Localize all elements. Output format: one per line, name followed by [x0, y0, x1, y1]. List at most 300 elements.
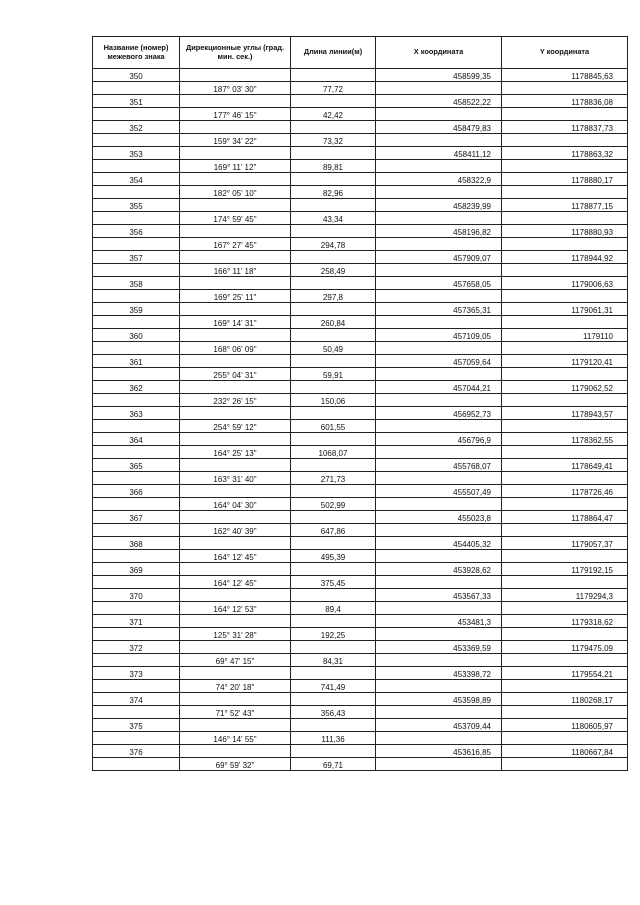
empty-cell	[502, 706, 628, 719]
segment-row	[93, 446, 628, 459]
empty-cell	[502, 238, 628, 251]
empty-cell	[291, 745, 376, 758]
empty-cell	[93, 706, 180, 719]
point-name: 356	[93, 225, 180, 238]
empty-cell	[291, 381, 376, 394]
x-coordinate: 455768,07	[376, 459, 502, 472]
point-row	[93, 589, 628, 602]
empty-cell	[291, 199, 376, 212]
empty-cell	[502, 602, 628, 615]
direction-angle: 254° 59' 12"	[180, 420, 291, 433]
empty-cell	[376, 472, 502, 485]
empty-cell	[376, 290, 502, 303]
empty-cell	[93, 186, 180, 199]
empty-cell	[376, 628, 502, 641]
empty-cell	[180, 511, 291, 524]
x-coordinate: 455507,49	[376, 485, 502, 498]
line-length: 89,4	[291, 602, 376, 615]
point-name: 370	[93, 589, 180, 602]
empty-cell	[180, 589, 291, 602]
empty-cell	[376, 134, 502, 147]
empty-cell	[93, 368, 180, 381]
point-row	[93, 173, 628, 186]
line-length: 502,99	[291, 498, 376, 511]
y-coordinate: 1178837,73	[502, 121, 628, 134]
line-length: 84,31	[291, 654, 376, 667]
line-length: 150,06	[291, 394, 376, 407]
empty-cell	[291, 147, 376, 160]
point-row	[93, 225, 628, 238]
point-name: 354	[93, 173, 180, 186]
line-length: 42,42	[291, 108, 376, 121]
x-coordinate: 457909,07	[376, 251, 502, 264]
line-length: 59,91	[291, 368, 376, 381]
empty-cell	[291, 485, 376, 498]
y-coordinate: 1179057,37	[502, 537, 628, 550]
empty-cell	[93, 342, 180, 355]
empty-cell	[291, 537, 376, 550]
y-coordinate: 1178877,15	[502, 199, 628, 212]
point-name: 371	[93, 615, 180, 628]
segment-row	[93, 628, 628, 641]
direction-angle: 69° 59' 32"	[180, 758, 291, 771]
y-coordinate: 1180605,97	[502, 719, 628, 732]
point-row	[93, 199, 628, 212]
direction-angle: 164° 12' 45"	[180, 550, 291, 563]
line-length: 356,43	[291, 706, 376, 719]
point-row	[93, 95, 628, 108]
point-row	[93, 719, 628, 732]
line-length: 375,45	[291, 576, 376, 589]
empty-cell	[93, 290, 180, 303]
direction-angle: 174° 59' 45"	[180, 212, 291, 225]
empty-cell	[291, 329, 376, 342]
y-coordinate: 1180268,17	[502, 693, 628, 706]
empty-cell	[93, 680, 180, 693]
table-header-row	[93, 37, 628, 69]
empty-cell	[93, 264, 180, 277]
empty-cell	[376, 654, 502, 667]
y-coordinate: 1179475,09	[502, 641, 628, 654]
empty-cell	[93, 316, 180, 329]
empty-cell	[376, 420, 502, 433]
segment-row	[93, 680, 628, 693]
empty-cell	[376, 394, 502, 407]
empty-cell	[180, 667, 291, 680]
empty-cell	[93, 550, 180, 563]
empty-cell	[502, 524, 628, 537]
point-row	[93, 303, 628, 316]
point-name: 358	[93, 277, 180, 290]
segment-row	[93, 420, 628, 433]
point-name: 375	[93, 719, 180, 732]
empty-cell	[502, 342, 628, 355]
empty-cell	[291, 69, 376, 82]
x-coordinate: 458322,9	[376, 173, 502, 186]
direction-angle: 164° 12' 45"	[180, 576, 291, 589]
direction-angle: 164° 04' 30"	[180, 498, 291, 511]
empty-cell	[502, 394, 628, 407]
empty-cell	[93, 108, 180, 121]
empty-cell	[180, 147, 291, 160]
direction-angle: 169° 14' 31"	[180, 316, 291, 329]
empty-cell	[376, 212, 502, 225]
y-coordinate: 1179120,41	[502, 355, 628, 368]
empty-cell	[291, 589, 376, 602]
empty-cell	[93, 446, 180, 459]
y-coordinate: 1179554,21	[502, 667, 628, 680]
empty-cell	[291, 511, 376, 524]
segment-row	[93, 550, 628, 563]
point-name: 351	[93, 95, 180, 108]
empty-cell	[502, 186, 628, 199]
empty-cell	[376, 264, 502, 277]
segment-row	[93, 472, 628, 485]
empty-cell	[291, 615, 376, 628]
empty-cell	[502, 446, 628, 459]
empty-cell	[93, 602, 180, 615]
segment-row	[93, 264, 628, 277]
empty-cell	[502, 134, 628, 147]
empty-cell	[376, 576, 502, 589]
empty-cell	[180, 121, 291, 134]
segment-row	[93, 498, 628, 511]
empty-cell	[180, 95, 291, 108]
direction-angle: 162° 40' 39"	[180, 524, 291, 537]
empty-cell	[180, 459, 291, 472]
x-coordinate: 453369,59	[376, 641, 502, 654]
empty-cell	[93, 498, 180, 511]
empty-cell	[502, 680, 628, 693]
segment-row	[93, 602, 628, 615]
line-length: 111,36	[291, 732, 376, 745]
empty-cell	[502, 576, 628, 589]
x-coordinate: 458239,99	[376, 199, 502, 212]
empty-cell	[93, 758, 180, 771]
line-length: 601,55	[291, 420, 376, 433]
empty-cell	[180, 433, 291, 446]
point-name: 357	[93, 251, 180, 264]
x-coordinate: 457109,05	[376, 329, 502, 342]
segment-row	[93, 524, 628, 537]
x-coordinate: 457044,21	[376, 381, 502, 394]
line-length: 77,72	[291, 82, 376, 95]
empty-cell	[376, 550, 502, 563]
empty-cell	[291, 173, 376, 186]
empty-cell	[93, 394, 180, 407]
x-coordinate: 456952,73	[376, 407, 502, 420]
point-row	[93, 459, 628, 472]
x-coordinate: 457658,05	[376, 277, 502, 290]
point-row	[93, 667, 628, 680]
direction-angle: 168° 06' 09"	[180, 342, 291, 355]
x-coordinate: 453567,33	[376, 589, 502, 602]
empty-cell	[93, 160, 180, 173]
point-name: 365	[93, 459, 180, 472]
line-length: 69,71	[291, 758, 376, 771]
y-coordinate: 1179192,15	[502, 563, 628, 576]
empty-cell	[93, 420, 180, 433]
segment-row	[93, 134, 628, 147]
empty-cell	[502, 758, 628, 771]
empty-cell	[180, 485, 291, 498]
segment-row	[93, 342, 628, 355]
point-name: 367	[93, 511, 180, 524]
direction-angle: 146° 14' 55"	[180, 732, 291, 745]
line-length: 495,39	[291, 550, 376, 563]
direction-angle: 169° 25' 11"	[180, 290, 291, 303]
direction-angle: 163° 31' 40"	[180, 472, 291, 485]
empty-cell	[180, 69, 291, 82]
empty-cell	[180, 303, 291, 316]
direction-angle: 177° 46' 15"	[180, 108, 291, 121]
point-name: 355	[93, 199, 180, 212]
point-name: 364	[93, 433, 180, 446]
y-coordinate: 1180667,84	[502, 745, 628, 758]
empty-cell	[376, 342, 502, 355]
y-coordinate: 1179110	[502, 329, 628, 342]
direction-angle: 69° 47' 15"	[180, 654, 291, 667]
empty-cell	[180, 251, 291, 264]
y-coordinate: 1179318,62	[502, 615, 628, 628]
point-row	[93, 277, 628, 290]
empty-cell	[93, 576, 180, 589]
empty-cell	[376, 680, 502, 693]
x-coordinate: 453598,89	[376, 693, 502, 706]
point-name: 373	[93, 667, 180, 680]
empty-cell	[502, 654, 628, 667]
point-name: 369	[93, 563, 180, 576]
direction-angle: 255° 04' 31"	[180, 368, 291, 381]
empty-cell	[291, 225, 376, 238]
line-length: 50,49	[291, 342, 376, 355]
point-name: 352	[93, 121, 180, 134]
point-name: 372	[93, 641, 180, 654]
y-coordinate: 1178943,57	[502, 407, 628, 420]
empty-cell	[376, 82, 502, 95]
empty-cell	[93, 628, 180, 641]
line-length: 73,32	[291, 134, 376, 147]
x-coordinate: 455023,8	[376, 511, 502, 524]
y-coordinate: 1178845,63	[502, 69, 628, 82]
empty-cell	[180, 641, 291, 654]
point-row	[93, 615, 628, 628]
header-y-coordinate: Y координата	[502, 37, 628, 69]
empty-cell	[180, 381, 291, 394]
empty-cell	[376, 498, 502, 511]
x-coordinate: 453928,62	[376, 563, 502, 576]
segment-row	[93, 758, 628, 771]
segment-row	[93, 82, 628, 95]
point-name: 359	[93, 303, 180, 316]
y-coordinate: 1178863,32	[502, 147, 628, 160]
y-coordinate: 1178649,41	[502, 459, 628, 472]
point-name: 366	[93, 485, 180, 498]
y-coordinate: 1178726,46	[502, 485, 628, 498]
point-row	[93, 147, 628, 160]
x-coordinate: 458599,35	[376, 69, 502, 82]
line-length: 89,81	[291, 160, 376, 173]
point-row	[93, 433, 628, 446]
x-coordinate: 453481,3	[376, 615, 502, 628]
empty-cell	[180, 199, 291, 212]
empty-cell	[93, 524, 180, 537]
line-length: 741,49	[291, 680, 376, 693]
empty-cell	[291, 459, 376, 472]
direction-angle: 187° 03' 30"	[180, 82, 291, 95]
empty-cell	[180, 355, 291, 368]
segment-row	[93, 186, 628, 199]
empty-cell	[93, 472, 180, 485]
empty-cell	[376, 108, 502, 121]
direction-angle: 164° 25' 13"	[180, 446, 291, 459]
segment-row	[93, 654, 628, 667]
point-row	[93, 69, 628, 82]
point-name: 361	[93, 355, 180, 368]
y-coordinate: 1178864,47	[502, 511, 628, 524]
empty-cell	[93, 212, 180, 225]
direction-angle: 164° 12' 53"	[180, 602, 291, 615]
empty-cell	[180, 537, 291, 550]
empty-cell	[291, 303, 376, 316]
empty-cell	[502, 732, 628, 745]
direction-angle: 71° 52' 43"	[180, 706, 291, 719]
x-coordinate: 453398,72	[376, 667, 502, 680]
empty-cell	[291, 407, 376, 420]
segment-row	[93, 212, 628, 225]
empty-cell	[291, 693, 376, 706]
header-direction-angle: Дирекционные углы (град. мин. сек.)	[180, 37, 291, 69]
y-coordinate: 1179294,3	[502, 589, 628, 602]
line-length: 294,78	[291, 238, 376, 251]
empty-cell	[376, 524, 502, 537]
header-point-name: Название (номер) межевого знака	[93, 37, 180, 69]
empty-cell	[180, 615, 291, 628]
x-coordinate: 458196,82	[376, 225, 502, 238]
line-length: 271,73	[291, 472, 376, 485]
line-length: 297,8	[291, 290, 376, 303]
y-coordinate: 1178362,55	[502, 433, 628, 446]
empty-cell	[502, 160, 628, 173]
direction-angle: 232° 26' 15"	[180, 394, 291, 407]
segment-row	[93, 160, 628, 173]
segment-row	[93, 576, 628, 589]
empty-cell	[502, 472, 628, 485]
point-row	[93, 537, 628, 550]
point-row	[93, 329, 628, 342]
direction-angle: 166° 11' 18"	[180, 264, 291, 277]
empty-cell	[180, 693, 291, 706]
point-row	[93, 251, 628, 264]
empty-cell	[376, 446, 502, 459]
line-length: 192,25	[291, 628, 376, 641]
line-length: 43,34	[291, 212, 376, 225]
point-name: 350	[93, 69, 180, 82]
segment-row	[93, 238, 628, 251]
empty-cell	[376, 706, 502, 719]
point-name: 374	[93, 693, 180, 706]
point-name: 363	[93, 407, 180, 420]
point-row	[93, 121, 628, 134]
empty-cell	[502, 498, 628, 511]
empty-cell	[291, 667, 376, 680]
empty-cell	[502, 264, 628, 277]
point-row	[93, 563, 628, 576]
empty-cell	[93, 82, 180, 95]
point-name: 368	[93, 537, 180, 550]
segment-row	[93, 368, 628, 381]
line-length: 258,49	[291, 264, 376, 277]
empty-cell	[502, 290, 628, 303]
segment-row	[93, 706, 628, 719]
point-row	[93, 381, 628, 394]
boundary-coordinates-table	[92, 36, 628, 771]
empty-cell	[93, 732, 180, 745]
empty-cell	[291, 251, 376, 264]
x-coordinate: 453709,44	[376, 719, 502, 732]
point-name: 360	[93, 329, 180, 342]
y-coordinate: 1178836,08	[502, 95, 628, 108]
direction-angle: 125° 31' 28"	[180, 628, 291, 641]
line-length: 647,86	[291, 524, 376, 537]
empty-cell	[376, 602, 502, 615]
y-coordinate: 1178880,93	[502, 225, 628, 238]
point-name: 353	[93, 147, 180, 160]
empty-cell	[291, 433, 376, 446]
direction-angle: 159° 34' 22"	[180, 134, 291, 147]
empty-cell	[376, 758, 502, 771]
empty-cell	[180, 563, 291, 576]
point-row	[93, 407, 628, 420]
empty-cell	[93, 654, 180, 667]
empty-cell	[291, 355, 376, 368]
empty-cell	[291, 277, 376, 290]
empty-cell	[291, 121, 376, 134]
y-coordinate: 1179061,31	[502, 303, 628, 316]
empty-cell	[291, 563, 376, 576]
empty-cell	[376, 316, 502, 329]
empty-cell	[180, 173, 291, 186]
empty-cell	[291, 641, 376, 654]
y-coordinate: 1178944,92	[502, 251, 628, 264]
point-row	[93, 641, 628, 654]
point-row	[93, 485, 628, 498]
point-row	[93, 693, 628, 706]
empty-cell	[93, 238, 180, 251]
empty-cell	[376, 160, 502, 173]
point-row	[93, 745, 628, 758]
empty-cell	[376, 238, 502, 251]
empty-cell	[291, 719, 376, 732]
direction-angle: 74° 20' 18"	[180, 680, 291, 693]
segment-row	[93, 108, 628, 121]
x-coordinate: 456796,9	[376, 433, 502, 446]
segment-row	[93, 732, 628, 745]
point-name: 376	[93, 745, 180, 758]
empty-cell	[180, 277, 291, 290]
line-length: 82,96	[291, 186, 376, 199]
empty-cell	[502, 550, 628, 563]
x-coordinate: 458479,83	[376, 121, 502, 134]
empty-cell	[502, 420, 628, 433]
empty-cell	[180, 745, 291, 758]
header-line-length: Длина линии(м)	[291, 37, 376, 69]
empty-cell	[502, 82, 628, 95]
empty-cell	[502, 316, 628, 329]
empty-cell	[291, 95, 376, 108]
x-coordinate: 458411,12	[376, 147, 502, 160]
segment-row	[93, 316, 628, 329]
